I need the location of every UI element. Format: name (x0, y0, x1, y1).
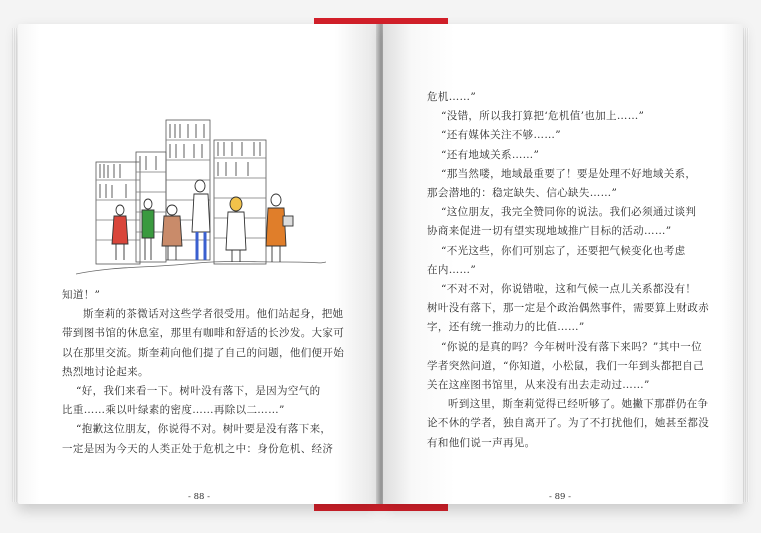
text-line: 树叶没有落下，那一定是个政治偶然事件，需要算上财政赤 (427, 302, 710, 315)
text-line: “没错，所以我打算把‘危机值’也加上……” (441, 110, 645, 123)
right-page-edges (743, 28, 749, 502)
text-line: “抱歉这位朋友，你说得不对。树叶要是没有落下来， (76, 423, 332, 436)
left-page (18, 24, 378, 504)
text-line: “不光这些，你们可别忘了，还要把气候变化也考虑 (441, 244, 686, 257)
text-line: 斯奎莉的茶微话对这些学者很受用。他们站起身，把她 (83, 308, 344, 321)
text-line: 论不休的学者，独自离开了。为了不打扰他们，她甚至都没 (427, 417, 710, 430)
text-line: 危机……” (427, 91, 477, 103)
text-line: 热烈地讨论起来。 (62, 365, 149, 378)
text-line: 学者突然问道，“你知道，小松鼠，我们一年到头都把自己 (427, 359, 704, 372)
text-line: 那会潜地的：稳定缺失、信心缺失……” (427, 187, 618, 200)
right-page (383, 24, 743, 504)
left-page-number: - 88 - (188, 492, 210, 502)
text-line: “这位朋友，我完全赞同你的说法。我们必须通过谈判 (441, 206, 697, 219)
scholars-illustration (76, 112, 326, 284)
text-line: “还有媒体关注不够……” (441, 129, 561, 142)
text-line: “你说的是真的吗？今年树叶没有落下来吗？”其中一位 (441, 340, 702, 353)
text-line: 协商来促进一切有望实现地域推广目标的活动……” (427, 225, 672, 238)
text-line: 以在那里交流。斯奎莉向他们提了自己的问题，他们便开始 (62, 346, 345, 359)
text-line: 有和他们说一声再见。 (427, 436, 536, 449)
text-line: “好，我们来看一下。树叶没有落下，是因为空气的 (76, 385, 321, 398)
right-page-number: - 89 - (549, 492, 571, 502)
text-line: 知道！” (62, 289, 101, 301)
text-line: 听到这里，斯奎莉觉得已经听够了。她撇下那群仍在争 (448, 398, 709, 411)
text-line: “不对不对，你说错啦，这和气候一点儿关系都没有！ (441, 283, 697, 296)
text-line: 一定是因为今天的人类正处于危机之中：身份危机、经济 (62, 442, 334, 455)
text-line: 带到图书馆的休息室，那里有咖啡和舒适的长沙发。大家可 (62, 327, 345, 340)
text-line: “还有地域关系……” (441, 148, 540, 161)
text-line: 在内……” (427, 263, 477, 276)
text-line: 比重……乘以叶绿素的密度……再除以二……” (62, 404, 285, 417)
left-page-text (62, 286, 344, 459)
text-line: 关在这座图书馆里，从来没有出去走动过……” (427, 379, 650, 392)
text-line: 字，还有统一推动力的比值……” (427, 321, 585, 334)
right-page-text (427, 88, 709, 453)
text-line: “那当然喽，地域最重要了！要是处理不好地域关系， (441, 167, 697, 180)
